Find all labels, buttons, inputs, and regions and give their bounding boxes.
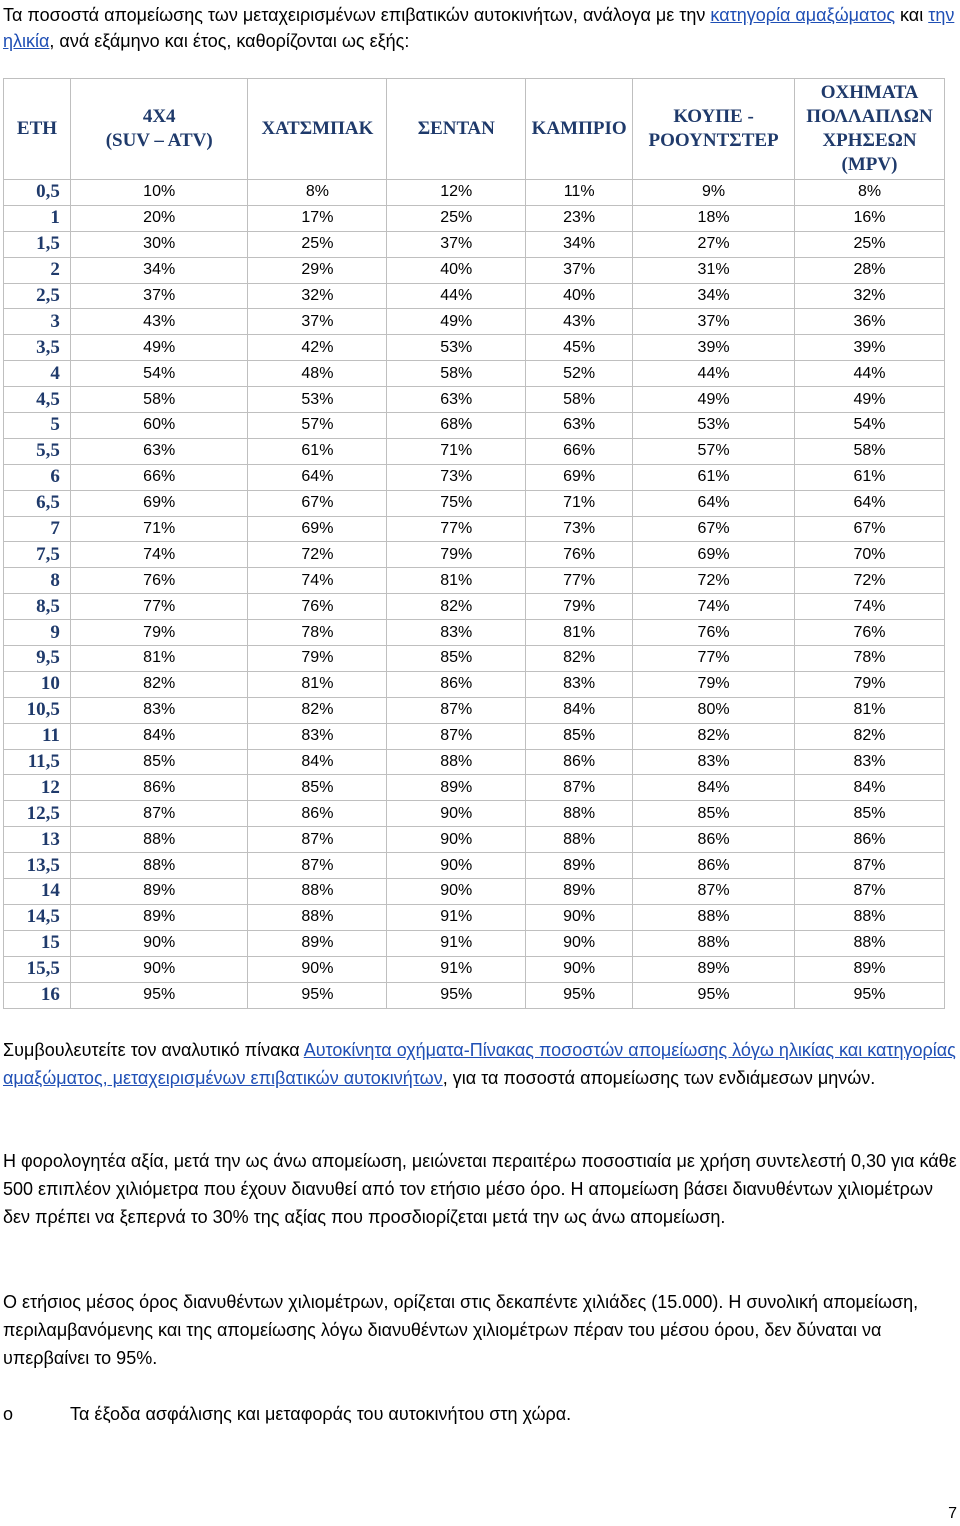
percent-cell: 76% (633, 620, 795, 646)
table-row (4, 801, 945, 827)
year-cell: 13 (4, 827, 71, 853)
percent-cell: 95% (387, 982, 526, 1008)
percent-cell: 43% (526, 309, 633, 335)
percent-cell: 79% (70, 620, 248, 646)
percent-cell: 87% (795, 879, 945, 905)
percent-cell: 74% (795, 594, 945, 620)
percent-cell: 75% (387, 490, 526, 516)
percent-cell: 79% (387, 542, 526, 568)
percent-cell: 37% (526, 257, 633, 283)
percent-cell: 43% (70, 309, 248, 335)
percent-cell: 84% (633, 775, 795, 801)
year-cell: 2 (4, 257, 71, 283)
percent-cell: 66% (526, 438, 633, 464)
percent-cell: 90% (526, 930, 633, 956)
percent-cell: 18% (633, 205, 795, 231)
percent-cell: 86% (526, 749, 633, 775)
table-row (4, 361, 945, 387)
percent-cell: 74% (633, 594, 795, 620)
percent-cell: 90% (70, 930, 248, 956)
table-row (4, 982, 945, 1008)
year-cell: 10 (4, 671, 71, 697)
intro-paragraph (3, 2, 958, 54)
percent-cell: 23% (526, 205, 633, 231)
percent-cell: 89% (70, 904, 248, 930)
percent-cell: 85% (795, 801, 945, 827)
percent-cell: 84% (248, 749, 387, 775)
table-row (4, 257, 945, 283)
percent-cell: 58% (70, 387, 248, 413)
percent-cell: 87% (248, 827, 387, 853)
year-cell: 11 (4, 723, 71, 749)
percent-cell: 84% (795, 775, 945, 801)
percent-cell: 90% (387, 827, 526, 853)
year-cell: 15,5 (4, 956, 71, 982)
percent-cell: 81% (387, 568, 526, 594)
percent-cell: 25% (795, 231, 945, 257)
percent-cell: 40% (387, 257, 526, 283)
percent-cell: 82% (633, 723, 795, 749)
percent-cell: 89% (387, 775, 526, 801)
percent-cell: 89% (633, 956, 795, 982)
percent-cell: 8% (795, 180, 945, 206)
table-row (4, 853, 945, 879)
percent-cell: 91% (387, 904, 526, 930)
percent-cell: 76% (248, 594, 387, 620)
percent-cell: 79% (526, 594, 633, 620)
percent-cell: 77% (633, 646, 795, 672)
percent-cell: 11% (526, 180, 633, 206)
percent-cell: 69% (526, 464, 633, 490)
column-header: ΕΤΗ (4, 79, 71, 180)
percent-cell: 85% (633, 801, 795, 827)
percent-cell: 88% (633, 904, 795, 930)
consult-prefix: Συμβουλευτείτε τον αναλυτικό πίνακα (3, 1040, 304, 1060)
consult-suffix: , για τα ποσοστά απομείωσης των ενδιάμεσων μηνών. (442, 1068, 876, 1088)
year-cell: 10,5 (4, 697, 71, 723)
percent-cell: 54% (795, 413, 945, 439)
year-cell: 13,5 (4, 853, 71, 879)
percent-cell: 88% (248, 904, 387, 930)
year-cell: 8,5 (4, 594, 71, 620)
percent-cell: 53% (387, 335, 526, 361)
percent-cell: 83% (70, 697, 248, 723)
percent-cell: 39% (795, 335, 945, 361)
column-header: ΧΑΤΣΜΠΑΚ (248, 79, 387, 180)
percent-cell: 73% (526, 516, 633, 542)
percent-cell: 34% (633, 283, 795, 309)
table-row (4, 180, 945, 206)
percent-cell: 90% (387, 801, 526, 827)
percent-cell: 77% (70, 594, 248, 620)
percent-cell: 40% (526, 283, 633, 309)
percent-cell: 54% (70, 361, 248, 387)
percent-cell: 64% (795, 490, 945, 516)
percent-cell: 76% (795, 620, 945, 646)
percent-cell: 88% (795, 930, 945, 956)
percent-cell: 83% (387, 620, 526, 646)
percent-cell: 88% (387, 749, 526, 775)
year-cell: 4,5 (4, 387, 71, 413)
percent-cell: 72% (795, 568, 945, 594)
percent-cell: 53% (633, 413, 795, 439)
percent-cell: 95% (248, 982, 387, 1008)
percent-cell: 86% (70, 775, 248, 801)
percent-cell: 71% (526, 490, 633, 516)
percent-cell: 68% (387, 413, 526, 439)
consult-paragraph (3, 1036, 958, 1092)
column-header: ΚΟΥΠΕ - ΡΟΟΥΝΤΣΤΕΡ (633, 79, 795, 180)
percent-cell: 28% (795, 257, 945, 283)
percent-cell: 36% (795, 309, 945, 335)
percent-cell: 37% (387, 231, 526, 257)
percent-cell: 25% (387, 205, 526, 231)
percent-cell: 39% (633, 335, 795, 361)
percent-cell: 71% (387, 438, 526, 464)
percent-cell: 52% (526, 361, 633, 387)
percent-cell: 82% (526, 646, 633, 672)
column-header: ΚΑΜΠΡΙΟ (526, 79, 633, 180)
percent-cell: 63% (70, 438, 248, 464)
percent-cell: 95% (70, 982, 248, 1008)
link-detailed-table[interactable]: Αυτοκίνητα οχήματα-Πίνακας ποσοστών απομείωσης λόγω ηλικίας και κατηγορίας αμαξώματος, μεταχειρισμένων επιβατικών αυτοκινήτων (3, 1040, 956, 1088)
percent-cell: 95% (795, 982, 945, 1008)
percent-cell: 85% (526, 723, 633, 749)
intro-prefix: Τα ποσοστά απομείωσης των μεταχειρισμένων επιβατικών αυτοκινήτων, ανάλογα με την (3, 5, 711, 25)
percent-cell: 88% (526, 801, 633, 827)
intro-suffix: , ανά εξάμηνο και έτος, καθορίζονται ως εξής: (49, 31, 410, 51)
average-paragraph: Ο ετήσιος μέσος όρος διανυθέντων χιλιομέτρων, ορίζεται στις δεκαπέντε χιλιάδες (15.000). Η συνολική απομείωση, περιλαμβανόμενης και της απομείωσης λόγω διανυθέντων χιλιομέτρων πέραν του μέσου όρου, δεν δύναται να υπερβαίνει το 95%. (3, 1292, 919, 1368)
percent-cell: 95% (633, 982, 795, 1008)
percent-cell: 74% (248, 568, 387, 594)
percent-cell: 91% (387, 930, 526, 956)
bullet-item (3, 1400, 571, 1428)
table-row (4, 335, 945, 361)
percent-cell: 85% (387, 646, 526, 672)
percent-cell: 64% (633, 490, 795, 516)
percent-cell: 69% (70, 490, 248, 516)
percent-cell: 82% (70, 671, 248, 697)
year-cell: 0,5 (4, 180, 71, 206)
percent-cell: 77% (387, 516, 526, 542)
percent-cell: 42% (248, 335, 387, 361)
year-cell: 7 (4, 516, 71, 542)
percent-cell: 79% (633, 671, 795, 697)
percent-cell: 37% (633, 309, 795, 335)
percent-cell: 31% (633, 257, 795, 283)
table-row (4, 438, 945, 464)
percent-cell: 86% (633, 853, 795, 879)
year-cell: 9 (4, 620, 71, 646)
table-row (4, 904, 945, 930)
percent-cell: 82% (795, 723, 945, 749)
year-cell: 14,5 (4, 904, 71, 930)
table-row (4, 309, 945, 335)
percent-cell: 37% (248, 309, 387, 335)
percent-cell: 8% (248, 180, 387, 206)
page-number: 7 (948, 1505, 957, 1522)
percent-cell: 32% (248, 283, 387, 309)
percent-cell: 57% (633, 438, 795, 464)
year-cell: 11,5 (4, 749, 71, 775)
percent-cell: 83% (248, 723, 387, 749)
table-row (4, 387, 945, 413)
percent-cell: 16% (795, 205, 945, 231)
percent-cell: 88% (795, 904, 945, 930)
percent-cell: 27% (633, 231, 795, 257)
percent-cell: 9% (633, 180, 795, 206)
percent-cell: 81% (70, 646, 248, 672)
percent-cell: 78% (248, 620, 387, 646)
percent-cell: 45% (526, 335, 633, 361)
percent-cell: 89% (248, 930, 387, 956)
percent-cell: 44% (633, 361, 795, 387)
link-age[interactable]: την ηλικία (3, 5, 955, 51)
percent-cell: 12% (387, 180, 526, 206)
percent-cell: 90% (248, 956, 387, 982)
table-row (4, 620, 945, 646)
table-row (4, 516, 945, 542)
table-row (4, 827, 945, 853)
percent-cell: 85% (70, 749, 248, 775)
table-row (4, 646, 945, 672)
table-row (4, 231, 945, 257)
percent-cell: 91% (387, 956, 526, 982)
bullet-marker: o (3, 1404, 14, 1424)
percent-cell: 44% (387, 283, 526, 309)
year-cell: 4 (4, 361, 71, 387)
year-cell: 12 (4, 775, 71, 801)
percent-cell: 79% (795, 671, 945, 697)
percent-cell: 76% (70, 568, 248, 594)
percent-cell: 71% (70, 516, 248, 542)
table-row (4, 930, 945, 956)
table-row (4, 283, 945, 309)
percent-cell: 89% (70, 879, 248, 905)
percent-cell: 87% (387, 697, 526, 723)
percent-cell: 86% (387, 671, 526, 697)
depreciation-table (3, 78, 945, 1009)
percent-cell: 87% (795, 853, 945, 879)
percent-cell: 34% (526, 231, 633, 257)
table-row (4, 775, 945, 801)
year-cell: 5,5 (4, 438, 71, 464)
percent-cell: 88% (70, 827, 248, 853)
percent-cell: 88% (526, 827, 633, 853)
table-row (4, 594, 945, 620)
table-row (4, 464, 945, 490)
mileage-paragraph: Η φορολογητέα αξία, μετά την ως άνω απομείωση, μειώνεται περαιτέρω ποσοστιαία με χρήση συντελεστή 0,30 για κάθε 500 επιπλέον χιλιόμετρα που έχουν διανυθεί από τον ετήσιο μέσο όρο. Η απομείωση βάσει διανυθέντων χιλιομέτρων δεν πρέπει να ξεπερνά το 30% της αξίας που προσδιορίζεται μετά την ως άνω απομείωση. (3, 1151, 957, 1227)
percent-cell: 60% (70, 413, 248, 439)
percent-cell: 64% (248, 464, 387, 490)
percent-cell: 79% (248, 646, 387, 672)
percent-cell: 81% (795, 697, 945, 723)
year-cell: 9,5 (4, 646, 71, 672)
year-cell: 5 (4, 413, 71, 439)
percent-cell: 87% (248, 853, 387, 879)
percent-cell: 82% (248, 697, 387, 723)
percent-cell: 67% (795, 516, 945, 542)
percent-cell: 53% (248, 387, 387, 413)
percent-cell: 58% (795, 438, 945, 464)
table-row (4, 413, 945, 439)
intro-middle: και (895, 5, 929, 25)
table-row (4, 879, 945, 905)
year-cell: 8 (4, 568, 71, 594)
year-cell: 12,5 (4, 801, 71, 827)
percent-cell: 69% (633, 542, 795, 568)
percent-cell: 83% (526, 671, 633, 697)
year-cell: 1 (4, 205, 71, 231)
percent-cell: 57% (248, 413, 387, 439)
percent-cell: 84% (526, 697, 633, 723)
year-cell: 3 (4, 309, 71, 335)
percent-cell: 63% (526, 413, 633, 439)
table-row (4, 697, 945, 723)
percent-cell: 90% (526, 904, 633, 930)
percent-cell: 10% (70, 180, 248, 206)
percent-cell: 49% (387, 309, 526, 335)
percent-cell: 90% (70, 956, 248, 982)
year-cell: 16 (4, 982, 71, 1008)
percent-cell: 78% (795, 646, 945, 672)
percent-cell: 49% (795, 387, 945, 413)
percent-cell: 63% (387, 387, 526, 413)
percent-cell: 32% (795, 283, 945, 309)
percent-cell: 82% (387, 594, 526, 620)
percent-cell: 87% (70, 801, 248, 827)
percent-cell: 86% (795, 827, 945, 853)
percent-cell: 89% (795, 956, 945, 982)
percent-cell: 20% (70, 205, 248, 231)
percent-cell: 90% (526, 956, 633, 982)
year-cell: 1,5 (4, 231, 71, 257)
year-cell: 2,5 (4, 283, 71, 309)
percent-cell: 73% (387, 464, 526, 490)
percent-cell: 89% (526, 853, 633, 879)
percent-cell: 44% (795, 361, 945, 387)
percent-cell: 72% (633, 568, 795, 594)
percent-cell: 85% (248, 775, 387, 801)
table-row (4, 490, 945, 516)
percent-cell: 77% (526, 568, 633, 594)
percent-cell: 88% (70, 853, 248, 879)
percent-cell: 67% (248, 490, 387, 516)
percent-cell: 70% (795, 542, 945, 568)
percent-cell: 87% (526, 775, 633, 801)
percent-cell: 74% (70, 542, 248, 568)
percent-cell: 49% (633, 387, 795, 413)
percent-cell: 72% (248, 542, 387, 568)
percent-cell: 30% (70, 231, 248, 257)
percent-cell: 87% (633, 879, 795, 905)
percent-cell: 88% (633, 930, 795, 956)
percent-cell: 61% (633, 464, 795, 490)
year-cell: 6 (4, 464, 71, 490)
percent-cell: 69% (248, 516, 387, 542)
column-header: 4Χ4 (SUV – ATV) (70, 79, 248, 180)
percent-cell: 76% (526, 542, 633, 568)
percent-cell: 86% (248, 801, 387, 827)
percent-cell: 81% (248, 671, 387, 697)
table-body (4, 180, 945, 1009)
percent-cell: 84% (70, 723, 248, 749)
percent-cell: 67% (633, 516, 795, 542)
percent-cell: 29% (248, 257, 387, 283)
percent-cell: 25% (248, 231, 387, 257)
percent-cell: 90% (387, 853, 526, 879)
percent-cell: 49% (70, 335, 248, 361)
percent-cell: 88% (248, 879, 387, 905)
column-header: ΟΧΗΜΑΤΑ ΠΟΛΛΑΠΛΩΝ ΧΡΗΣΕΩΝ (MPV) (795, 79, 945, 180)
year-cell: 3,5 (4, 335, 71, 361)
percent-cell: 17% (248, 205, 387, 231)
bullet-text: Τα έξοδα ασφάλισης και μεταφοράς του αυτοκινήτου στη χώρα. (70, 1404, 572, 1424)
percent-cell: 34% (70, 257, 248, 283)
table-row (4, 749, 945, 775)
percent-cell: 86% (633, 827, 795, 853)
percent-cell: 83% (633, 749, 795, 775)
percent-cell: 66% (70, 464, 248, 490)
percent-cell: 81% (526, 620, 633, 646)
percent-cell: 90% (387, 879, 526, 905)
percent-cell: 83% (795, 749, 945, 775)
percent-cell: 58% (526, 387, 633, 413)
percent-cell: 95% (526, 982, 633, 1008)
link-body-category[interactable]: κατηγορία αμαξώματος (710, 5, 896, 25)
table-row (4, 671, 945, 697)
table-row (4, 205, 945, 231)
percent-cell: 87% (387, 723, 526, 749)
percent-cell: 61% (248, 438, 387, 464)
percent-cell: 58% (387, 361, 526, 387)
percent-cell: 61% (795, 464, 945, 490)
year-cell: 6,5 (4, 490, 71, 516)
table-row (4, 568, 945, 594)
percent-cell: 48% (248, 361, 387, 387)
table-row (4, 956, 945, 982)
percent-cell: 37% (70, 283, 248, 309)
table-row (4, 542, 945, 568)
year-cell: 15 (4, 930, 71, 956)
percent-cell: 80% (633, 697, 795, 723)
table-header-row (4, 79, 945, 180)
year-cell: 14 (4, 879, 71, 905)
year-cell: 7,5 (4, 542, 71, 568)
column-header: ΣΕΝΤΑΝ (387, 79, 526, 180)
percent-cell: 89% (526, 879, 633, 905)
table-row (4, 723, 945, 749)
